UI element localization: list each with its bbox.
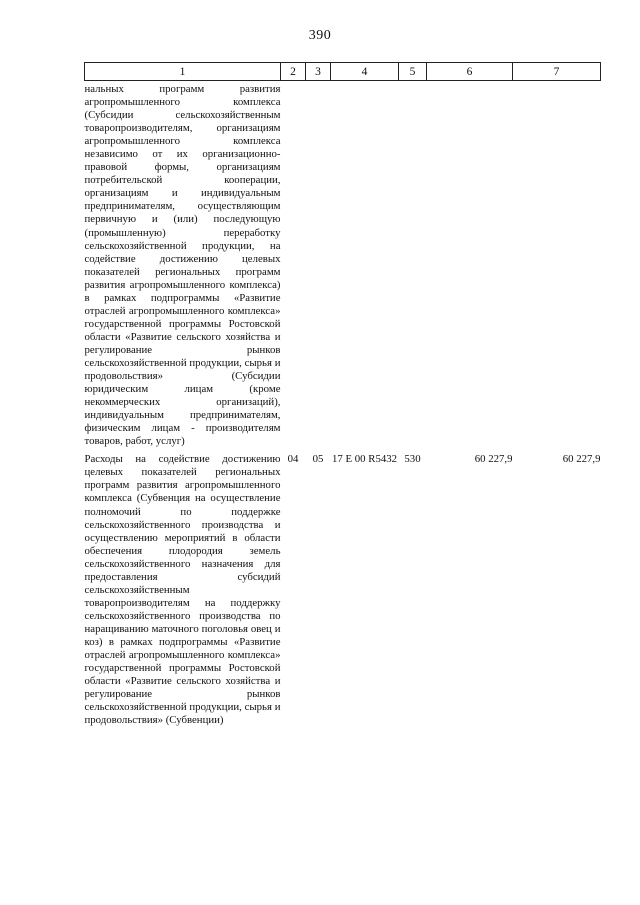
row-description: Расходы на содействие достижению целевых показателей региональных программ развития агропромышленного комплекса (Субвенция на осуществление полномочий по поддержке сельскохозяйственного производства и осуществлению мероприятий в области обеспечения плодородия земель сельскохозяйственного назначения для предоставления субсидий сельскохозяйственным товаропроизводителям на поддержку сельскохозяйственного производства по наращиванию маточного поголовья овец и коз) в рамках подпрограммы «Развитие отраслей агропромышленного комплекса» государственной программы Ростовской области «Развитие сельского хозяйства и регулирование рынков сельскохозяйственной продукции, сырья и продовольствия» (Субвенции): [84, 453, 281, 727]
header-col-5: 5: [399, 63, 427, 81]
table-header-row: [85, 63, 601, 81]
header-col-7: 7: [513, 63, 601, 81]
row-amount-2: [513, 81, 601, 449]
header-col-2: 2: [281, 63, 306, 81]
header-col-6: 6: [427, 63, 513, 81]
row-description: нальных программ развития агропромышленного комплекса (Субсидии сельскохозяйственным товаропроизводителям, организациям агропромышленного комплекса независимо от их организационно-правовой формы, организациям потребительской кооперации, организациям и индивидуальным предпринимателям, осуществляющим первичную и (или) последующую (промышленную) переработку сельскохозяйственной продукции, на содействие достижению целевых показателей региональных программ развития агропромышленного комплекса) в рамках подпрограммы «Развитие отраслей агропромышленного комплекса» государственной программы Ростовской области «Развитие сельского хозяйства и регулирование рынков сельскохозяйственной продукции, сырья и продовольствия» (Субсидии юридическим лицам (кроме некоммерческих организаций), индивидуальным предпринимателям, физическим лицам - производителям товаров, работ, услуг): [84, 83, 281, 448]
row-subsection-code: 05: [312, 453, 324, 466]
row-subsection-code: [306, 81, 331, 449]
header-col-4: 4: [331, 63, 399, 81]
header-col-1: 1: [85, 63, 281, 81]
row-expense-type: [399, 81, 427, 449]
row-amount-1: [427, 81, 513, 449]
budget-table: [84, 62, 601, 727]
header-col-3: 3: [306, 63, 331, 81]
row-section-code: [281, 81, 306, 449]
table-row: [85, 81, 601, 449]
row-section-code: 04: [287, 453, 299, 466]
table-row: [85, 448, 601, 727]
row-target-article: [331, 81, 399, 449]
row-target-article: 17 Е 00 R5432: [331, 453, 398, 466]
page-number: 390: [308, 28, 332, 43]
row-amount-1: 60 227,9: [474, 453, 513, 466]
row-amount-2: 60 227,9: [562, 453, 601, 466]
row-expense-type: 530: [404, 453, 421, 466]
